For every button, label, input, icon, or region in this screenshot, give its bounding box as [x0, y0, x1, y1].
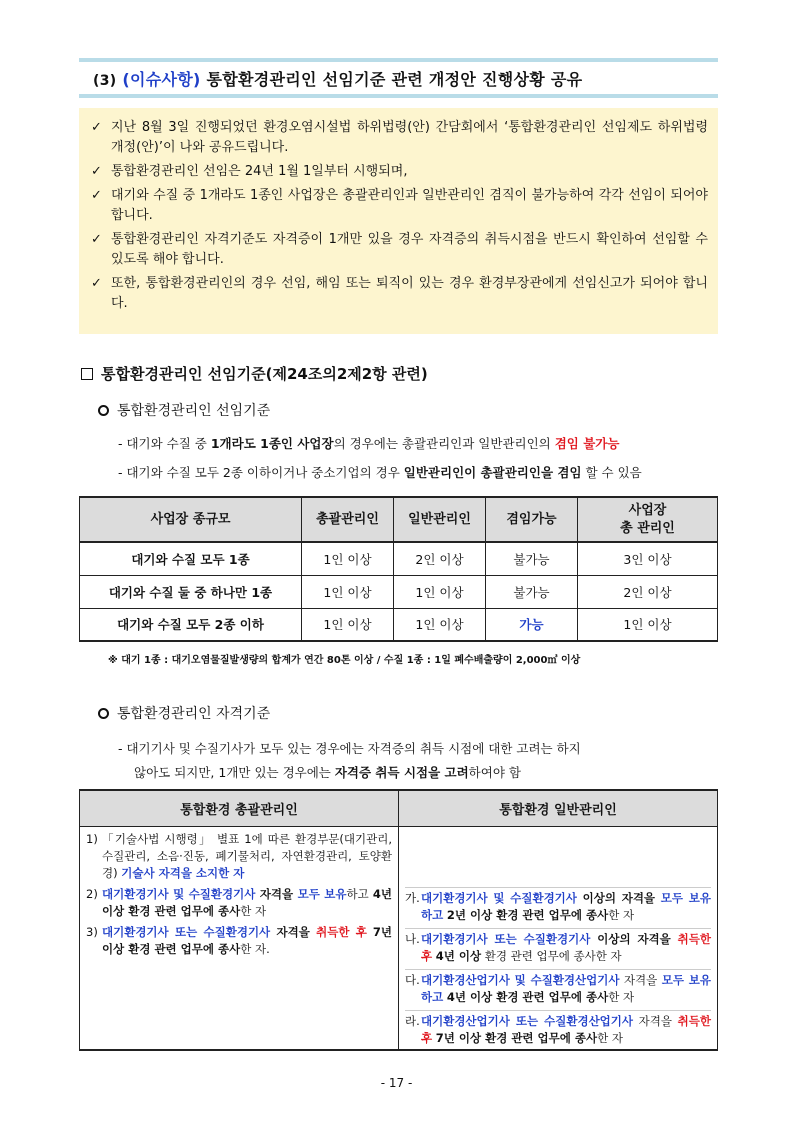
- check-icon: ✓: [91, 276, 102, 291]
- notice-item: ✓ 통합환경관리인 자격기준도 자격증이 1개만 있을 경우 자격증의 취득시점을 반드시 확인하여 선임할 수 있도록 해야 합니다.: [91, 230, 708, 270]
- list-item: 3) 대기환경기사 또는 수질환경기사 자격을 취득한 후 7년 이상 환경 관련 업무에 종사한 자.: [86, 925, 392, 956]
- list-item: 다. 대기환경산업기사 및 수질환경산업기사 자격을 모두 보유하고 4년 이상 환경 관련 업무에 종사한 자: [405, 969, 711, 1006]
- notice-item: ✓ 대기와 수질 중 1개라도 1종인 사업장은 총괄관리인과 일반관리인 겸직이 불가능하여 각각 선임이 되어야 합니다.: [91, 186, 708, 226]
- subheading-qualification: 통합환경관리인 자격기준: [98, 703, 270, 723]
- notice-item: ✓ 지난 8월 3일 진행되었던 환경오염시설법 하위법령(안) 간담회에서 ‘통합환경관리인 선임제도 하위법령 개정(안)’이 나와 공유드립니다.: [91, 118, 708, 158]
- section-number: (3): [93, 72, 117, 89]
- notice-box: [79, 108, 718, 334]
- table-row: 대기와 수질 모두 1종 1인 이상 2인 이상 불가능 3인 이상: [80, 542, 718, 575]
- check-icon: ✓: [91, 120, 102, 135]
- qualification-table-header: 통합환경 총괄관리인 통합환경 일반관리인: [80, 791, 717, 827]
- circle-bullet-icon: [98, 708, 109, 719]
- page-number: - 17 -: [380, 1076, 413, 1090]
- criteria-line-1: - 대기와 수질 중 1개라도 1종인 사업장의 경우에는 총괄관리인과 일반관리인의 겸임 불가능: [118, 436, 620, 451]
- table-row: 대기와 수질 둘 중 하나만 1종 1인 이상 1인 이상 불가능 2인 이상: [80, 575, 718, 608]
- qualification-paragraph: - 대기기사 및 수질기사가 모두 있는 경우에는 자격증의 취득 시점에 대한 고려는 하지 않아도 되지만, 1개만 있는 경우에는 자격증 취득 시점을 고려하여야 함: [118, 741, 581, 780]
- criteria-heading: 통합환경관리인 선임기준(제24조의2제2항 관련): [81, 363, 428, 384]
- list-item: 가. 대기환경기사 및 수질환경기사 이상의 자격을 모두 보유하고 2년 이상 환경 관련 업무에 종사한 자: [405, 887, 711, 924]
- list-item: 2) 대기환경기사 및 수질환경기사 자격을 모두 보유하고 4년 이상 환경 관련 업무에 종사한 자: [86, 887, 392, 918]
- check-icon: ✓: [91, 188, 102, 203]
- table-header-row: 사업장 종규모 총괄관리인 일반관리인 겸임가능 사업장 총 관리인: [80, 497, 718, 542]
- qualification-table: [79, 789, 718, 1051]
- list-item: 라. 대기환경산업기사 또는 수질환경산업기사 자격을 취득한 후 7년 이상 환경 관련 업무에 종사한 자: [405, 1010, 711, 1047]
- notice-item: ✓ 통합환경관리인 선임은 24년 1월 1일부터 시행되며,: [91, 162, 708, 182]
- table-row: 대기와 수질 모두 2종 이하 1인 이상 1인 이상 가능 1인 이상: [80, 608, 718, 641]
- check-icon: ✓: [91, 232, 102, 247]
- general-manager-column: [80, 827, 399, 1050]
- list-item: 나. 대기환경기사 또는 수질환경기사 이상의 자격을 취득한 후 4년 이상 환경 관련 업무에 종사한 자: [405, 928, 711, 965]
- section-title: [93, 67, 582, 90]
- circle-bullet-icon: [98, 405, 109, 416]
- regular-manager-column: [399, 827, 717, 1050]
- issue-label: (이슈사항): [122, 69, 201, 89]
- subheading-appointment: 통합환경관리인 선임기준: [98, 400, 270, 420]
- criteria-line-2: - 대기와 수질 모두 2종 이하이거나 중소기업의 경우 일반관리인이 총괄관리인을 겸임 할 수 있음: [118, 465, 642, 480]
- title-text: 통합환경관리인 선임기준 관련 개정안 진행상황 공유: [206, 69, 583, 89]
- section-title-bar: [79, 58, 718, 98]
- table-footnote: ※ 대기 1종 : 대기오염물질발생량의 합계가 연간 80톤 이상 / 수질 1종 : 1일 폐수배출량이 2,000㎥ 이상: [108, 655, 581, 666]
- list-item: 1) 「기술사법 시행령」 별표 1에 따른 환경부문(대기관리, 수질관리, 소음·진동, 폐기물처리, 자연환경관리, 토양환경) 기술사 자격을 소지한 자: [86, 832, 392, 880]
- square-bullet-icon: [81, 368, 93, 380]
- notice-item: ✓ 또한, 통합환경관리인의 경우 선임, 해임 또는 퇴직이 있는 경우 환경부장관에게 선임신고가 되어야 합니다.: [91, 274, 708, 314]
- check-icon: ✓: [91, 164, 102, 179]
- appointment-table: [79, 496, 718, 642]
